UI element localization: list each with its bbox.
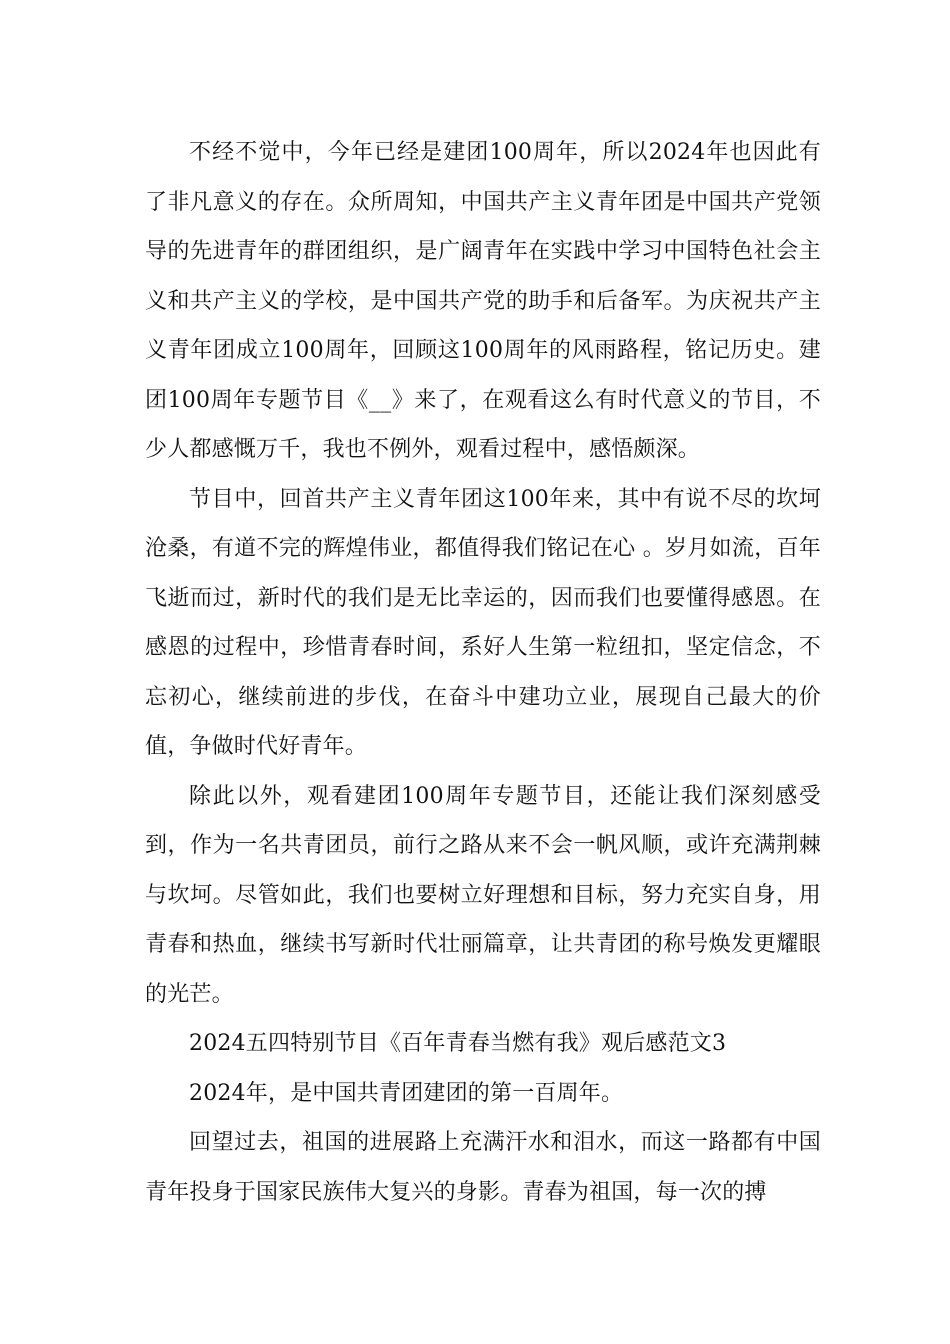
paragraph-4: 2024年，是中国共青团建团的第一百周年。 (189, 1080, 624, 1106)
document-body (145, 128, 821, 1217)
paragraph-5: 回望过去，祖国的进展路上充满汗水和泪水，而这一路都有中国青年投身于国家民族伟大复兴的身影。青春为祖国，每一次的搏 (145, 1130, 821, 1205)
paragraph-3: 除此以外，观看建团100周年专题节目，还能让我们深刻感受到，作为一名共青团员，前行之路从来不会一帆风顺，或许充满荆棘与坎坷。尽管如此，我们也要树立好理想和目标，努力充实自身，用青春和热血，继续书写新时代壮丽篇章，让共青团的称号焕发更耀眼的光芒。 (145, 783, 821, 1007)
section-heading: 2024五四特别节目《百年青春当燃有我》观后感范文3 (189, 1031, 727, 1056)
paragraph-2: 节目中，回首共产主义青年团这100年来，其中有说不尽的坎坷沧桑，有道不完的辉煌伟业，都值得我们铭记在心 。岁月如流，百年飞逝而过，新时代的我们是无比幸运的，因而我们也要懂得感恩。在感恩的过程中，珍惜青春时间，系好人生第一粒纽扣，坚定信念，不忘初心，继续前进的步伐，在奋斗中建功立业，展现自己最大的价值，争做时代好青年。 (145, 486, 821, 759)
paragraph-1: 不经不觉中，今年已经是建团100周年，所以2024年也因此有了非凡意义的存在。众所周知，中国共产主义青年团是中国共产党领导的先进青年的群团组织，是广阔青年在实践中学习中国特色社会主义和共产主义的学校，是中国共产党的助手和后备军。为庆祝共产主义青年团成立100周年，回顾这100周年的风雨路程，铭记历史。建团100周年专题节目《__》来了，在观看这么有时代意义的节目，不少人都感慨万千，我也不例外，观看过程中，感悟颇深。 (145, 140, 821, 462)
